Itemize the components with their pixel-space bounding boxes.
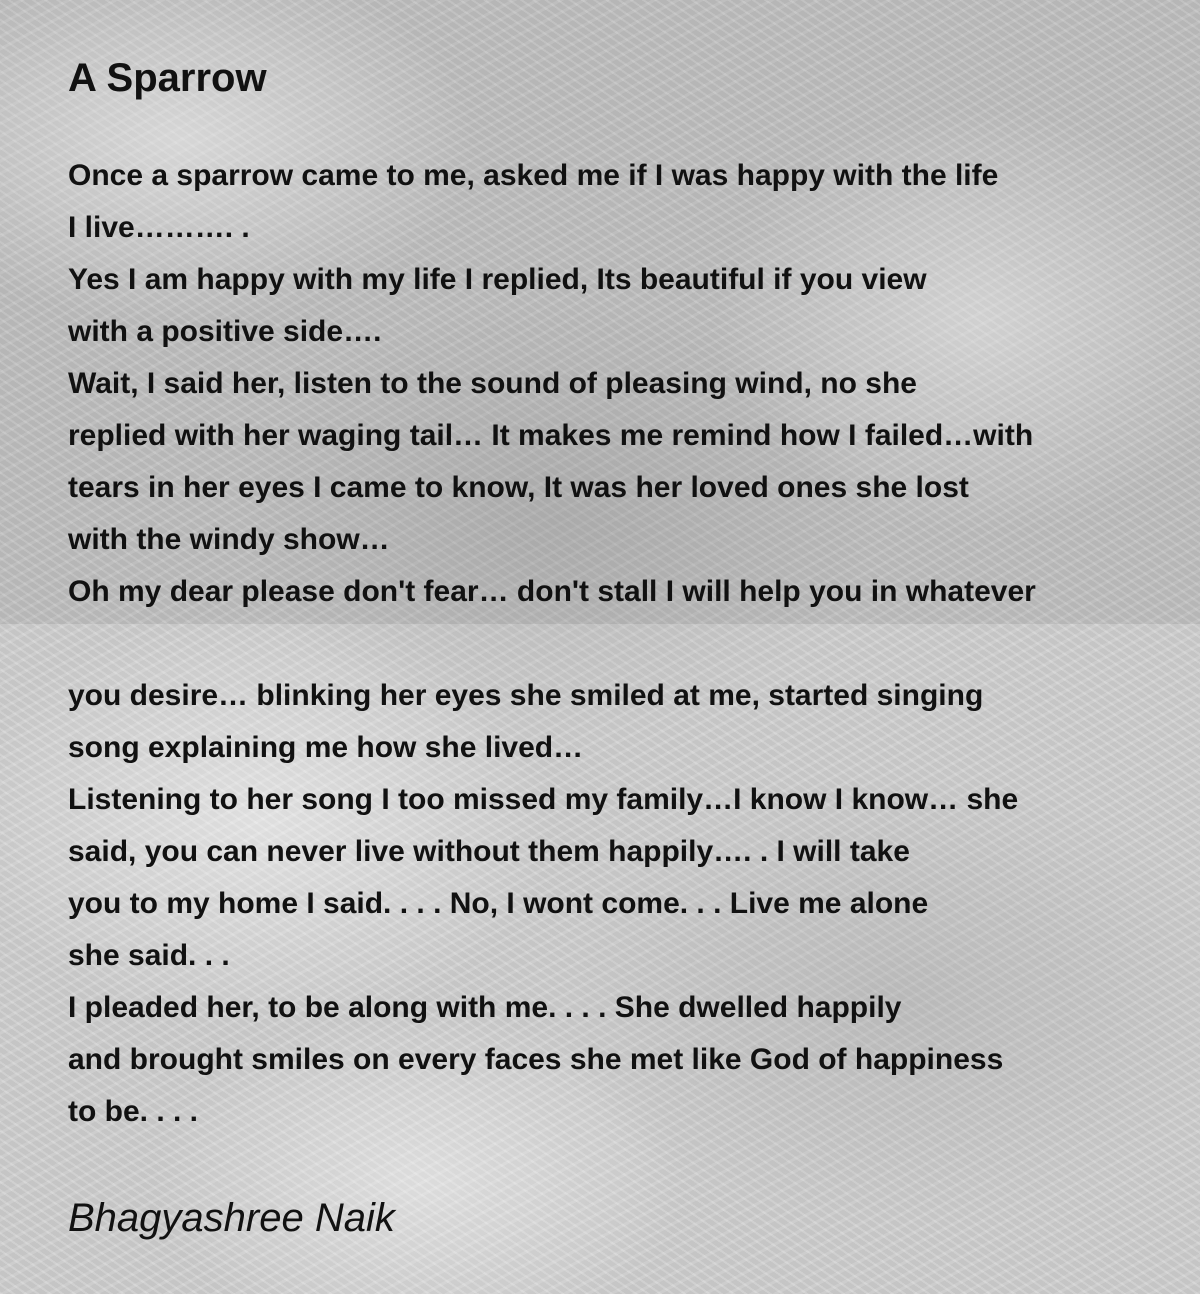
poem-line: tears in her eyes I came to know, It was her loved ones she lost	[68, 471, 969, 504]
poem-line: Oh my dear please don't fear… don't stall I will help you in whatever	[68, 575, 1036, 608]
poem-line: with the windy show…	[68, 523, 390, 556]
poem-line: and brought smiles on every faces she met like God of happiness	[68, 1043, 1004, 1076]
poem-line: I pleaded her, to be along with me. . . . She dwelled happily	[68, 991, 902, 1024]
poem-line: you desire… blinking her eyes she smiled at me, started singing	[68, 679, 984, 712]
poem-line: she said. . .	[68, 939, 230, 972]
poem-stanza-1	[68, 150, 1036, 618]
poem-line: replied with her waging tail… It makes me remind how I failed…with	[68, 419, 1034, 452]
poem-line: Listening to her song I too missed my family…I know I know… she	[68, 783, 1019, 816]
poem-author: Bhagyashree Naik	[68, 1196, 395, 1240]
poem-line: song explaining me how she lived…	[68, 731, 584, 764]
poem-stanza-2	[68, 670, 1018, 1138]
poem-line: you to my home I said. . . . No, I wont come. . . Live me alone	[68, 887, 929, 920]
poem-line: to be. . . .	[68, 1095, 199, 1128]
poem-line: Once a sparrow came to me, asked me if I was happy with the life	[68, 159, 999, 192]
poem-line: with a positive side….	[68, 315, 382, 348]
poem-line: said, you can never live without them happily…. . I will take	[68, 835, 910, 868]
poem-line: I live………. .	[68, 211, 250, 244]
poem-line: Wait, I said her, listen to the sound of pleasing wind, no she	[68, 367, 917, 400]
poem-title: A Sparrow	[68, 56, 267, 100]
poem-line: Yes I am happy with my life I replied, Its beautiful if you view	[68, 263, 927, 296]
